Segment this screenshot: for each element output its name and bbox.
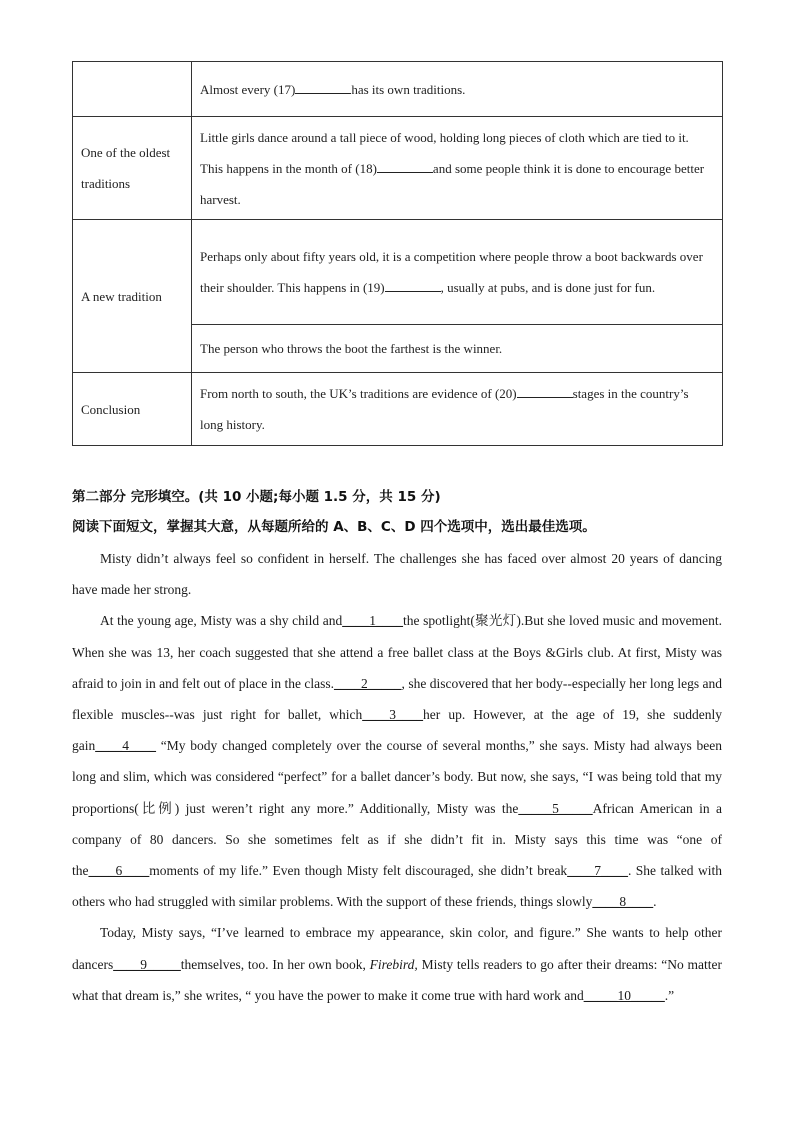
row-text: Almost every (17) — [200, 81, 296, 97]
section-title: 第二部分 完形填空。(共 10 小题;每小题 1.5 分，共 15 分) — [72, 489, 441, 505]
answer-blank — [377, 159, 433, 173]
cloze-blank-7: ____7____ — [567, 863, 628, 879]
row-text: has its own traditions. — [351, 81, 466, 97]
cloze-blank-4: ____4____ — [95, 738, 156, 754]
passage-text: At the young age, Misty was a shy child and — [100, 613, 343, 629]
answer-blank — [295, 80, 351, 94]
cloze-blank-9: ____9_____ — [113, 956, 181, 972]
table-row — [73, 220, 723, 325]
row-label: A new tradition — [73, 220, 192, 373]
row-label: One of the oldest traditions — [73, 117, 192, 220]
paragraph: Misty didn’t always feel so confident in herself. The challenges she has faced over almost 20 years of dancing have made her strong. — [72, 551, 722, 598]
table-row — [73, 373, 723, 446]
answer-blank — [385, 278, 441, 292]
passage-text: African American in a company of 80 dancers. So she sometimes felt as if she didn’t fit in. Misty says this time was “one of the — [72, 800, 722, 879]
passage-text: themselves, too. In her own book, — [180, 956, 366, 972]
passage-text: .” — [664, 987, 675, 1003]
cloze-blank-1: ____1____ — [342, 613, 403, 629]
row-label — [73, 62, 192, 117]
passage-text: moments of my life.” Even though Misty felt discouraged, she didn’t break — [149, 863, 568, 879]
answer-blank — [517, 384, 573, 398]
cloze-blank-5: _____5_____ — [518, 800, 593, 816]
table-row — [73, 62, 723, 117]
cloze-passage — [72, 543, 722, 1011]
row-text: , usually at pubs, and is done just for fun. — [440, 280, 656, 295]
passage-text: . She talked with others who had struggled with similar problems. With the support of these friends, things slowly — [72, 863, 722, 910]
row-text: Little girls dance around a tall piece of wood, holding long pieces of cloth which are tied to it. This happens in the month of (18) — [200, 129, 689, 176]
row-text: From north to south, the UK’s traditions are evidence of (20) — [200, 386, 517, 401]
passage-text: , she discovered that her body--especially her long legs and flexible muscles--was just right for ballet, which — [72, 675, 722, 723]
passage-text: Misty tells readers to go after their dreams: “No matter what that dream is,” she writes, “ you have the power to make it come true with hard work and — [72, 956, 723, 1003]
book-title: Firebird, — [369, 956, 418, 972]
paragraph — [72, 605, 722, 917]
cloze-blank-3: ____3____ — [362, 707, 424, 723]
row-content — [192, 117, 723, 220]
passage-text: her up. However, at the age of 19, she suddenly gain — [72, 707, 722, 754]
cloze-blank-6: ____6____ — [88, 863, 150, 879]
row-text: and some people think it is done to encourage better harvest. — [200, 160, 705, 207]
passage-text: . — [653, 894, 657, 910]
row-content — [192, 62, 723, 117]
section-instructions: 阅读下面短文，掌握其大意，从每题所给的 A、B、C、D 四个选项中，选出最佳选项。 — [72, 519, 596, 535]
passage-text: the spotlight(聚光灯).But she loved music and movement. When she was 13, her coach suggested that she attend a free ballet class at the Boys &Girls club. At first, Misty was afraid to join in and felt out of place in the class. — [72, 613, 722, 691]
table-row — [73, 117, 723, 220]
outline-table — [72, 61, 723, 446]
row-content — [192, 373, 723, 446]
row-label: Conclusion — [73, 373, 192, 446]
row-content: The person who throws the boot the farthest is the winner. — [192, 325, 723, 373]
cloze-blank-10: _____10_____ — [583, 987, 665, 1003]
cloze-blank-2: ____2_____ — [334, 675, 402, 691]
row-content — [192, 220, 723, 325]
passage-text: “My body changed completely over the course of several months,” she says. Misty had always been long and slim, which was considered “perfect” for a ballet dancer’s body. But now, she says, “I was being told that my proportions(比例) just weren’t right any more.” Additionally, Misty was the — [72, 738, 722, 816]
paragraph — [72, 917, 722, 1011]
cloze-blank-8: ____8____ — [592, 894, 654, 910]
row-text: stages in the country’s long history. — [200, 386, 689, 432]
passage-text: Today, Misty says, “I’ve learned to embrace my appearance, skin color, and figure.” She wants to help other dancers — [72, 925, 722, 972]
row-text: Perhaps only about fifty years old, it is a competition where people throw a boot backwards over their shoulder. This happens in (19) — [200, 249, 703, 295]
